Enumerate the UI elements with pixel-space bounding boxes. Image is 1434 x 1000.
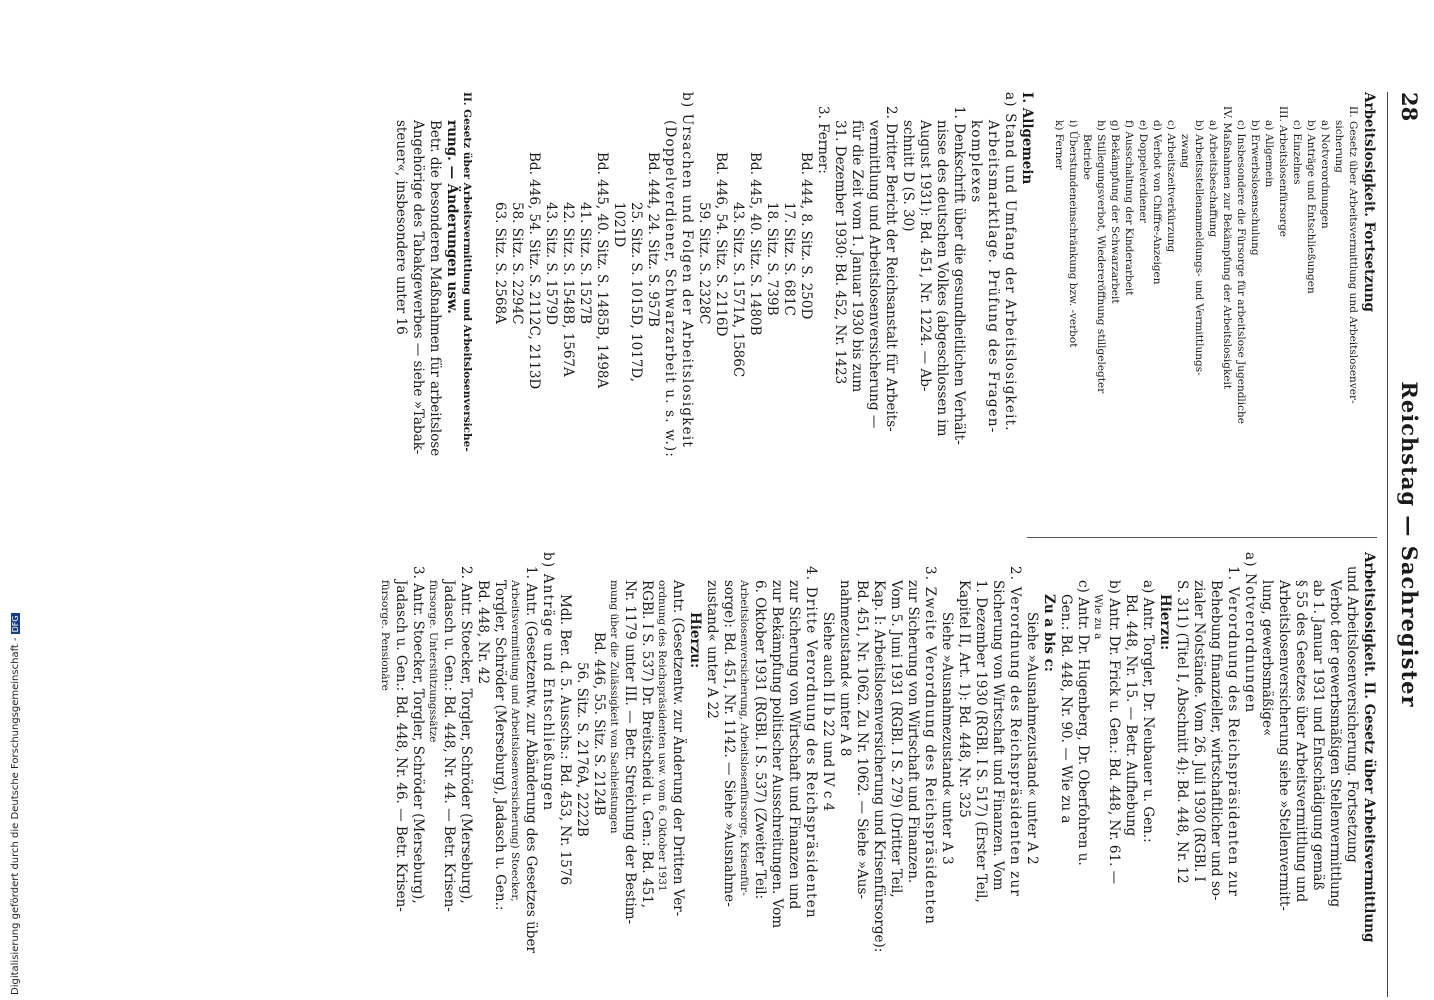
text-line: 3. Ferner: [815,106,831,174]
text-line: Siehe »Ausnahmezustand« unter A 3 [939,612,955,865]
text-line: Arbeitslosigkeit. Fortsetzung [1361,92,1377,312]
text-line: 17. Sitz. S. 681C [781,202,797,316]
text-line: mung über die Zulässigkeit von Sachleistungen [608,580,620,834]
text-line: Betriebe [1081,134,1093,180]
text-line: Siehe auch II b 22 und IV c 4 [820,612,836,812]
dfg-logo: DFG [11,615,20,633]
text-line: k) Ferner [1053,120,1065,170]
digitization-footer [10,613,21,995]
text-line: b) Arbeitsstellenanmeldungs- und Vermittlungs- [1193,120,1205,376]
text-line: Wie zu a [1092,594,1104,640]
text-line: nisse des deutschen Volkes (abgeschlossen im [934,120,950,437]
text-line: rung. — Änderungen usw. [444,120,460,314]
text-line: Gen.: Bd. 448, Nr. 90. — Wie zu a [1058,594,1074,824]
text-line: komplexes [968,120,984,204]
text-line: 59. Sitz. S. 2328C [696,202,712,325]
text-line: Bd. 444, 24. Sitz. S. 957B [645,152,661,327]
text-line: c) Einzelnes [1291,120,1303,185]
text-line: ab 1. Januar 1931 und Entschädigung gemäß [1310,580,1326,891]
text-line: Hierzu: [1157,594,1173,651]
text-line: 56. Sitz. S. 2176A, 2222B [574,662,590,837]
column-divider [1027,537,1377,538]
text-line: b) Ursachen und Folgen der Arbeitslosigkeit [679,92,695,448]
text-line: 1. Dezember 1930 (RGBl. I S. 517) (Erster Teil, [973,580,989,903]
text-line: ordnung des Reichspräsidenten usw. vom 6. Oktober 1931 [656,580,668,892]
text-line: 42. Sitz. S. 1548B, 1567A [560,202,576,377]
text-line: Vom 5. Juni 1931 (RGBl. I S. 279) (Dritter Teil, [888,580,904,898]
text-line: (Doppelverdiener, Schwarzarbeit u. s. w.): [662,120,678,459]
text-line: i) Überstundeneinschränkung bzw. -verbot [1067,120,1079,348]
text-line: Arbeitslosenversicherung siehe »Stellenvermitt- [1276,580,1292,911]
text-line: Antr. (Gesetzentw. zur Änderung der Dritten Ver- [670,580,686,917]
text-line: zialer Notstände. Vom 26. Juli 1930 (RGBl. I [1191,580,1207,882]
text-line: sicherung [1333,120,1345,173]
text-line: 2. Antr. Stoecker, Torgler, Schröder (Merseburg), [458,566,474,904]
text-line: Hierzu: [687,612,703,669]
text-line: Jadasch u. Gen.: Bd. 448, Nr. 46. — Betr. Krisen- [393,580,409,912]
text-line: zustand« unter A 22 [704,580,720,719]
text-line: Zu a bis c: [1041,594,1057,672]
text-line: a) Arbeitsbeschaffung [1207,120,1219,238]
text-line: S. 311) (Titel I, Abschnitt 4): Bd. 448, Nr. 12 [1174,580,1190,884]
text-line: Mdl. Ber. d. 5. Ausschs.: Bd. 453, Nr. 1576 [557,594,573,886]
text-line: Behebung finanzieller, wirtschaftlicher und so- [1208,580,1224,901]
digitization-note: Digitalisierung gefördert durch die Deutsche Forschungsgemeinschaft - [10,637,21,995]
page-header [1388,92,1422,997]
text-line: II. Gesetz über Arbeitsvermittlung und Arbeitslosenver- [1347,106,1359,404]
text-line: Nr. 1179 unter III. — Betr. Streichung der Bestim- [622,580,638,925]
text-line: Kap. I: Arbeitslosenversicherung und Krisenfürsorge): [871,580,887,953]
text-line: 58. Sitz. S. 2294C [509,202,525,325]
text-line: Siehe »Ausnahmezustand« unter A 2 [1024,612,1040,865]
page-title: Reichstag — Sachregister [1397,381,1422,708]
text-line: 63. Sitz. S. 2568A [492,202,508,324]
text-line: Betr. die besonderen Maßnahmen für arbeitslose [427,120,443,457]
text-line: Bd. 446, 55. Sitz. S. 2124B [591,632,607,816]
text-line: I. Allgemein [1019,92,1035,185]
text-line: 1. Verordnung des Reichspräsidenten zur [1225,566,1241,898]
text-line: § 55 des Gesetzes über Arbeitsvermittlung und [1293,580,1309,903]
text-line: zur Sicherung von Wirtschaft und Finanzen und [786,580,802,910]
text-line: b) Erwerbslosenschulung [1249,120,1261,256]
text-line: c) Arbeitszeitverkürzung [1165,120,1177,253]
text-line: Arbeitsvermittlung und Arbeitslosenversicherung) Stoecker, [509,580,521,902]
text-line: zur Sicherung von Wirtschaft und Finanzen. [905,580,921,884]
text-line: lung, gewerbsmäßige« [1259,580,1275,737]
text-line: fürsorge. Unterstützungssätze [427,580,439,743]
text-line: 18. Sitz. S. 739B [764,202,780,316]
text-line: 3. Antr. Stoecker, Torgler, Schröder (Merseburg), [410,566,426,904]
text-line: nahmezustand« unter A 8 [837,580,853,757]
text-line: Bd. 444, 8. Sitz. S. 250D [798,152,814,320]
text-line: d) Verbot von Chiffre-Anzeigen [1151,120,1163,285]
text-line: III. Arbeitslosenfürsorge [1277,106,1289,237]
text-line: a) Antr. Torgler, Dr. Neubauer u. Gen.: [1140,580,1156,843]
text-line: Arbeitslosigkeit. II. Gesetz über Arbeitsvermittlung [1361,552,1377,943]
text-line: und Arbeitslosenversicherung. Fortsetzung [1344,566,1360,863]
text-line: August 1931): Bd. 451, Nr. 1224. — Ab- [917,120,933,392]
text-line: a) Notverordnungen [1319,120,1331,229]
text-line: Bd. 445, 40. Sitz. S. 1485B, 1498A [594,152,610,389]
text-line: IV. Maßnahmen zur Bekämpfung der Arbeitslosigkeit [1221,106,1233,390]
text-line: 43. Sitz. S. 1579D [543,202,559,325]
text-line: 1. Denkschrift über die gesundheitlichen Verhält- [951,106,967,445]
text-line: b) Anträge und Entschließungen [540,552,556,812]
text-line: b) Antr. Dr. Frick u. Gen.: Bd. 448, Nr. 61. — [1106,580,1122,885]
text-line: 3. Zweite Verordnung des Reichspräsidenten [922,566,938,926]
text-line: Torgler, Schröder (Merseburg), Jadasch u. Gen.: [492,580,508,911]
text-line: Bd. 451, Nr. 1062. Zu Nr. 1062. — Siehe »Aus- [854,580,870,899]
text-line: 1021D [611,202,627,248]
text-line: Bd. 448, Nr. 15. — Betr. Aufhebung [1123,594,1139,837]
text-line: c) Antr. Dr. Hugenberg, Dr. Oberfohren u. [1075,580,1091,866]
text-line: zwang [1179,134,1191,169]
text-line: schnitt D (S. 30) [900,120,916,232]
text-line: Jadasch u. Gen.: Bd. 448, Nr. 44. — Betr. Krisen- [441,580,457,912]
text-line: g) Bekämpfung der Schwarzarbeit [1109,120,1121,304]
text-line: Bd. 448, Nr. 42 [475,580,491,685]
left-column [392,92,1377,522]
text-line: 2. Verordnung des Reichspräsidenten zur [1007,566,1023,898]
text-line [474,92,491,522]
text-line: f) Ausschaltung der Kinderarbeit [1123,120,1135,296]
text-line: 6. Oktober 1931 (RGBl. I S. 537) (Zweiter Teil: [752,580,768,900]
text-line: 31. Dezember 1930: Bd. 452, Nr. 1423 [832,120,848,385]
text-line: Kapitel II, Art. 1): Bd. 448, Nr. 325 [956,580,972,818]
text-line: fürsorge. Pensionäre [379,580,391,691]
text-line: Arbeitsmarktlage. Prüfung des Fragen- [985,120,1001,434]
text-line: a) Allgemein [1263,120,1275,188]
text-line: Bd. 446, 54. Sitz. S. 2116D [713,152,729,337]
text-line: 25. Sitz. S. 1015D, 1017D, [628,202,644,383]
text-line: Sicherung von Wirtschaft und Finanzen. Vom [990,580,1006,891]
text-line: 4. Dritte Verordnung des Reichspräsidenten [803,566,819,919]
text-line: Verbot der gewerbsmäßigen Stellenvermittlung [1327,580,1343,908]
header-rule [1387,92,1388,997]
text-line [1035,92,1052,522]
text-line: 43. Sitz. S. 1571A, 1586C [730,202,746,378]
text-line: für die Zeit vom 1. Januar 1930 bis zum [849,120,865,393]
text-line: Bd. 446, 54. Sitz. S. 2112C, 2113D [526,152,542,390]
right-column [378,552,1377,982]
text-line: Bd. 445, 40. Sitz. S. 1480B [747,152,763,336]
text-line: 2. Dritter Bericht der Reichsanstalt für Arbeits- [883,106,899,432]
text-line: RGBl. I S. 537) Dr. Breitscheid u. Gen.: Bd. 451, [639,580,655,909]
text-line: a) Stand und Umfang der Arbeitslosigkeit. [1002,92,1018,432]
text-line: c) Insbesondere die Fürsorge für arbeitslose Jugendliche [1235,120,1247,424]
text-line: a) Notverordnungen [1242,552,1258,714]
page-number: 28 [1397,92,1422,122]
text-line: sorge): Bd. 451, Nr. 1142. — Siehe »Ausnahme- [721,580,737,907]
text-line: Arbeitslosenversicherung, Arbeitslosenfürsorge, Krisenfür- [738,580,750,896]
text-line: h) Stillegungsverbot, Wiedereröffnung stillgelegter [1095,120,1107,394]
rotated-document-page [132,92,1422,997]
text-line: b) Anträge und Entschließungen [1305,120,1317,294]
text-line: Angehörige des Tabakgewerbes — siehe »Tabak- [410,120,426,455]
text-line: steuer«, insbesondere unter 16 [393,120,409,335]
text-line: 1. Antr. (Gesetzentw. zur Abänderung des Gesetzes über [523,566,539,953]
text-line: e) Doppelverdiener [1137,120,1149,223]
text-line: vermittlung und Arbeitslosenversicherung — [866,120,882,429]
text-line: II. Gesetz über Arbeitsvermittlung und Arbeitslosenversiche- [461,92,473,452]
text-line: zur Bekämpfung politischer Ausschreitungen. Vom [769,580,785,928]
text-line: 41. Sitz. S. 1527B [577,202,593,325]
